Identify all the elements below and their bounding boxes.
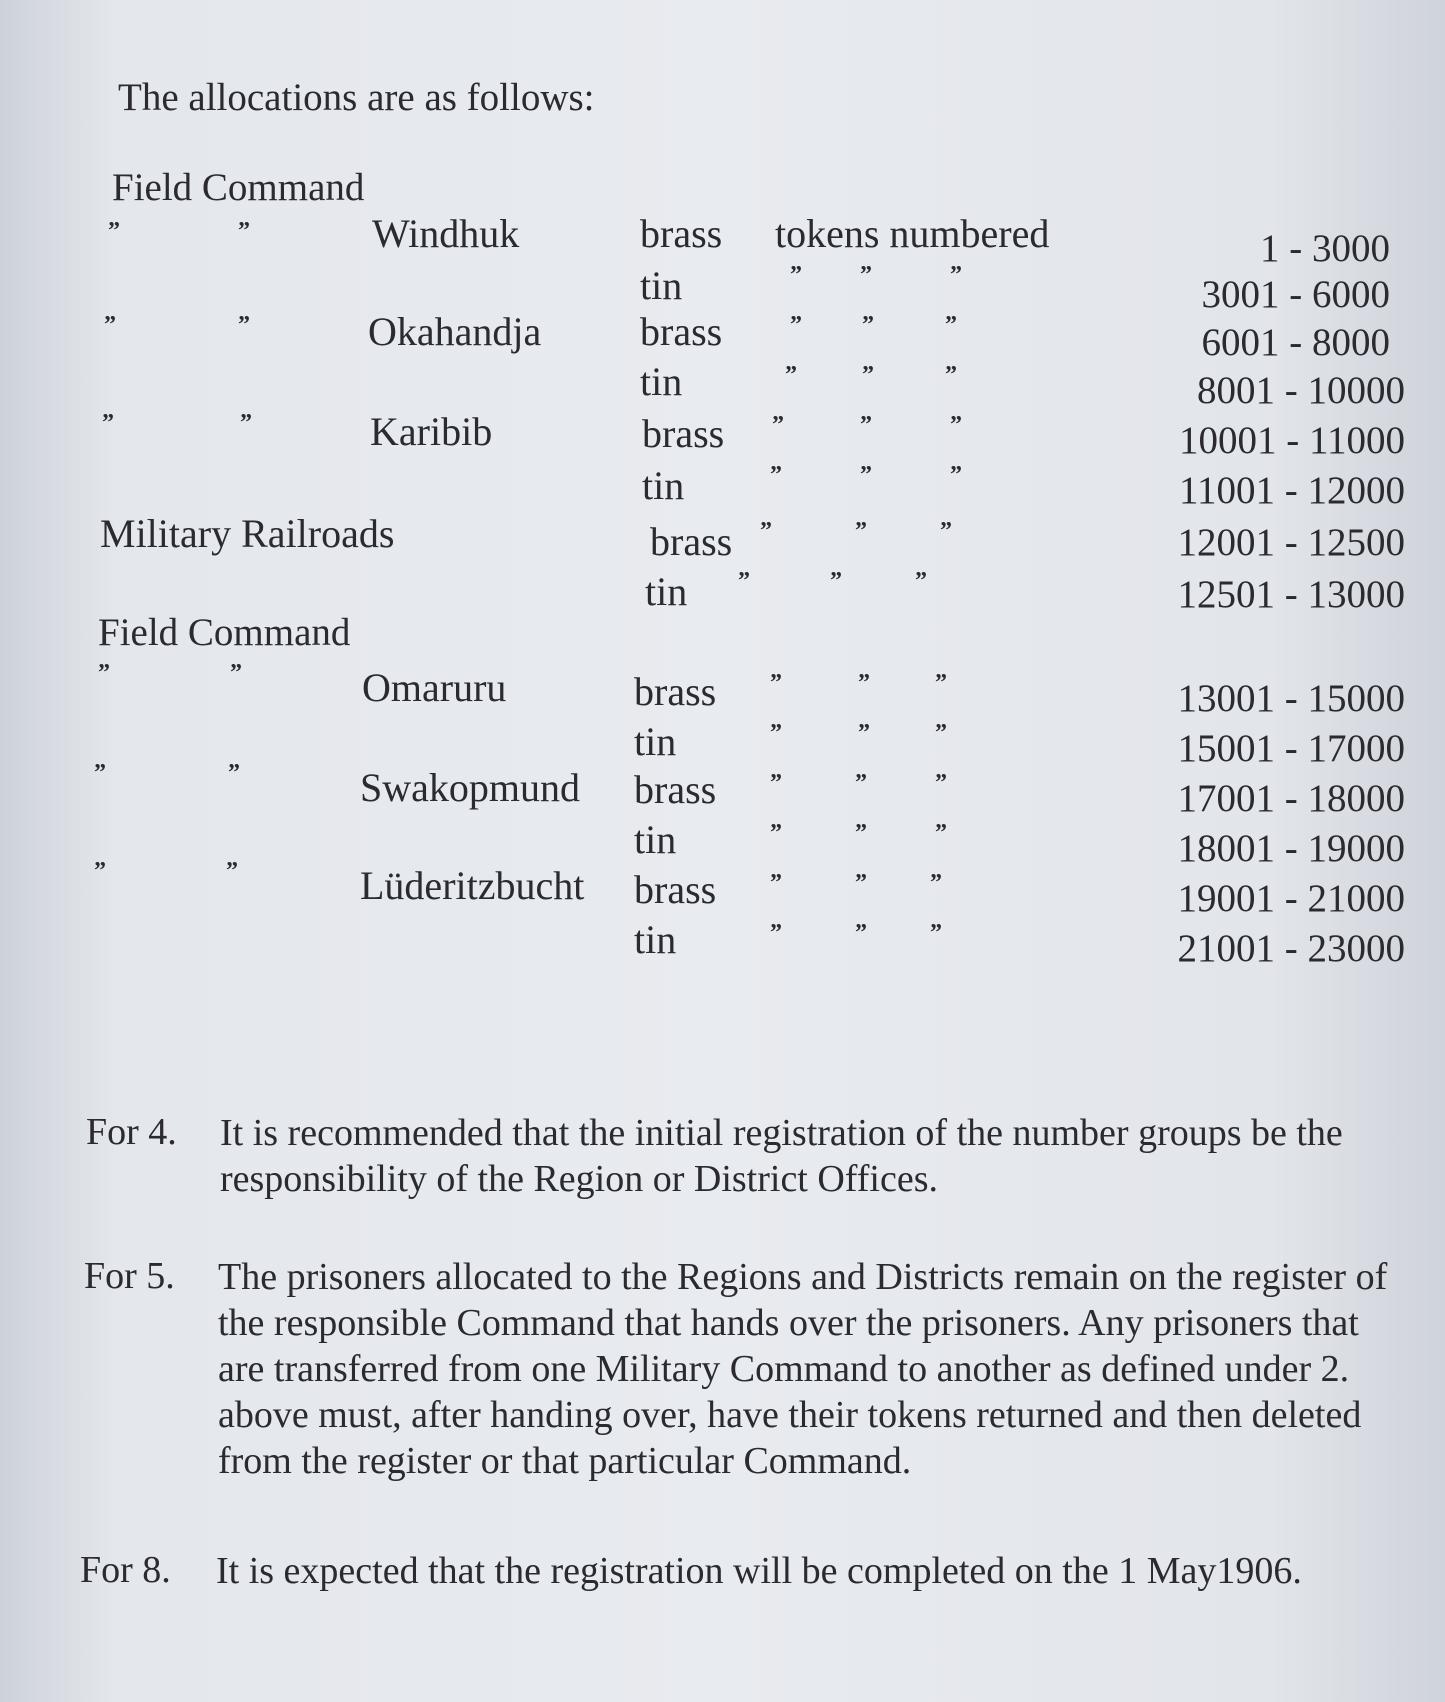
range-value: 13001 - 15000 [1177,677,1405,720]
ditto-mark: ” [785,362,797,388]
ditto-mark: ” [104,312,116,338]
ditto-mark: ” [935,770,947,796]
note-label-5: For 5. [84,1255,175,1297]
ditto-mark: ” [226,858,238,884]
ditto-mark: ” [770,720,782,746]
ditto-mark: ” [950,262,962,288]
ditto-mark: ” [862,362,874,388]
metal-label: tin [640,359,683,404]
place-luederitzbucht: Lüderitzbucht [360,863,585,908]
tokens-numbered-header: tokens numbered [775,211,1050,256]
range-value: 12001 - 12500 [1177,521,1405,564]
ditto-mark: ” [950,412,962,438]
note-text-4: It is recommended that the initial registration of the number groups be the responsibility of the Region or District Offices. [220,1112,1343,1200]
place-swakopmund: Swakopmund [360,765,580,810]
ditto-mark: ” [862,312,874,338]
ditto-mark: ” [98,660,110,686]
ditto-mark: ” [945,312,957,338]
place-military-railroads: Military Railroads [100,511,395,556]
ditto-mark: ” [930,870,942,896]
ditto-mark: ” [935,820,947,846]
range-value: 3001 - 6000 [1201,273,1390,316]
ditto-mark: ” [950,462,962,488]
place-windhuk: Windhuk [372,211,520,256]
ditto-mark: ” [230,660,242,686]
ditto-mark: ” [770,770,782,796]
ditto-mark: ” [855,770,867,796]
range-value: 12501 - 13000 [1177,573,1405,616]
metal-label: brass [634,767,717,812]
ditto-mark: ” [770,870,782,896]
ditto-mark: ” [930,920,942,946]
ditto-mark: ” [855,870,867,896]
ditto-mark: ” [738,568,750,594]
ditto-mark: ” [770,920,782,946]
metal-label: tin [642,463,685,508]
range-value: 11001 - 12000 [1178,469,1405,512]
ditto-mark: ” [770,670,782,696]
ditto-mark: ” [770,462,782,488]
ditto-mark: ” [790,312,802,338]
metal-label: tin [634,817,677,862]
range-value: 8001 - 10000 [1197,369,1405,412]
ditto-mark: ” [240,410,252,436]
ditto-mark: ” [94,858,106,884]
range-value: 17001 - 18000 [1177,777,1405,820]
ditto-mark: ” [860,462,872,488]
ditto-mark: ” [238,312,250,338]
note-text-5: The prisoners allocated to the Regions and Districts remain on the register of the responsible Command that hands over the prisoners. Any prisoners that are transferred from one Military Command to another as defined under 2. above must, after handing over, have their tokens returned and then deleted from the register or that particular Command. [218,1256,1388,1482]
ditto-mark: ” [770,820,782,846]
range-value: 1 - 3000 [1260,227,1390,270]
ditto-mark: ” [855,920,867,946]
range-value: 15001 - 17000 [1177,727,1405,770]
ditto-mark: ” [860,262,872,288]
ditto-mark: ” [860,412,872,438]
ditto-mark: ” [94,760,106,786]
range-value: 10001 - 11000 [1178,419,1405,462]
field-command-heading-1: Field Command [112,166,365,209]
ditto-mark: ” [760,518,772,544]
ditto-mark: ” [935,670,947,696]
note-text-8: It is expected that the registration will be completed on the 1 May1906. [216,1550,1302,1592]
metal-label: brass [650,519,733,564]
ditto-mark: ” [935,720,947,746]
note-label-4: For 4. [86,1111,177,1153]
ditto-mark: ” [940,518,952,544]
ditto-mark: ” [772,412,784,438]
note-label-8: For 8. [80,1549,171,1591]
metal-label: tin [640,263,683,308]
metal-label: brass [640,309,723,354]
range-value: 6001 - 8000 [1201,321,1390,364]
ditto-mark: ” [830,568,842,594]
ditto-mark: ” [855,820,867,846]
place-okahandja: Okahandja [368,309,542,354]
metal-label: brass [634,669,717,714]
place-omaruru: Omaruru [362,665,507,710]
ditto-mark: ” [855,518,867,544]
ditto-mark: ” [102,410,114,436]
metal-label: brass [634,867,717,912]
field-command-heading-2: Field Command [98,611,351,654]
range-value: 21001 - 23000 [1177,927,1405,970]
ditto-mark: ” [858,670,870,696]
metal-label: brass [640,211,723,256]
ditto-mark: ” [945,362,957,388]
metal-label: tin [634,719,677,764]
ditto-mark: ” [228,760,240,786]
ditto-mark: ” [915,568,927,594]
metal-label: brass [642,411,725,456]
ditto-mark: ” [238,218,250,244]
range-value: 18001 - 19000 [1177,827,1405,870]
metal-label: tin [634,917,677,962]
place-karibib: Karibib [370,409,493,454]
metal-label: tin [645,569,688,614]
ditto-mark: ” [790,262,802,288]
ditto-mark: ” [108,218,120,244]
ditto-mark: ” [858,720,870,746]
intro-line: The allocations are as follows: [118,76,595,119]
range-value: 19001 - 21000 [1177,877,1405,920]
